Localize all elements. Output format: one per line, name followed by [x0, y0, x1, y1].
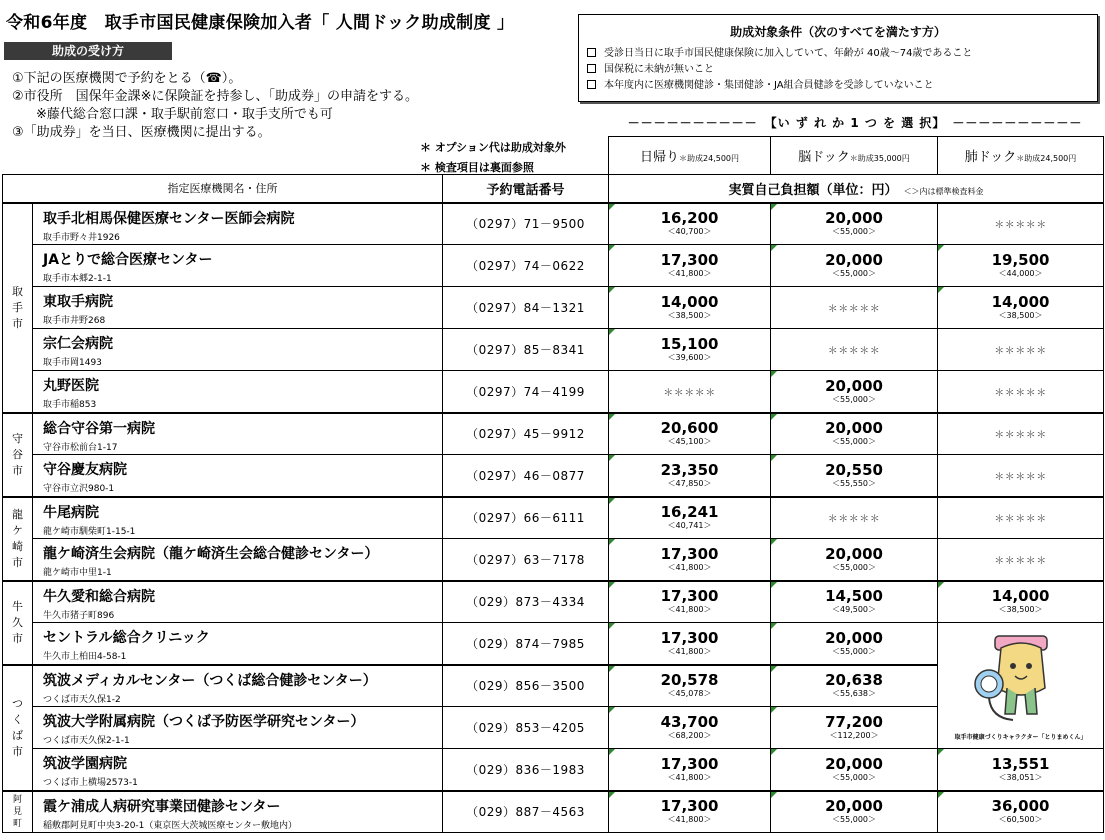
mascot-caption: 取手市健康づくりキャラクター「とりまめくん」 [954, 734, 1087, 741]
city-label-ryugasaki: 龍 ケ 崎 市 [3, 497, 33, 581]
phone-number: （029）853－4205 [443, 707, 609, 749]
price-brain: 20,000 ＜55,000＞ [771, 203, 938, 245]
hospital-name: 筑波学園病院 [43, 756, 127, 772]
hospital-address: つくば市天久保2-1-1 [43, 736, 130, 746]
step-3: ③「助成券」を当日、医療機関に提出する。 [12, 125, 271, 140]
price-lung: ＊＊＊＊＊ [938, 371, 1104, 413]
hospital-address: 牛久市猪子町896 [43, 610, 115, 621]
price-lung: 14,000 ＜38,500＞ [938, 581, 1104, 623]
price-day: 17,300 ＜41,800＞ [609, 623, 771, 665]
table-row [3, 413, 1104, 455]
hospital-name: 取手北相馬保健医療センター医師会病院 [43, 210, 295, 227]
hospital-address: 取手市井野268 [43, 316, 106, 326]
phone-number: （0297）66－6111 [443, 497, 609, 539]
hospital-address: 龍ケ崎市馴柴町1-15-1 [43, 526, 136, 537]
price-lung: ＊＊＊＊＊ [938, 329, 1104, 371]
price-day: 17,300 ＜41,800＞ [609, 539, 771, 581]
table-row [3, 497, 1104, 539]
price-brain: ＊＊＊＊＊ [771, 287, 938, 329]
price-day: 17,300 ＜41,800＞ [609, 245, 771, 287]
phone-number: （029）874－7985 [443, 623, 609, 665]
mascot-cell [938, 623, 1104, 749]
price-brain: 20,000 ＜55,000＞ [771, 413, 938, 455]
price-day: 16,241 ＜40,741＞ [609, 497, 771, 539]
price-brain: 20,000 ＜55,000＞ [771, 623, 938, 665]
step-1: ①下記の医療機関で予約をとる（☎）。 [12, 71, 242, 86]
price-day: ＊＊＊＊＊ [609, 371, 771, 413]
how-to-banner: 助成の受け方 [4, 42, 172, 60]
price-lung: 13,551 ＜38,051＞ [938, 749, 1104, 791]
price-day: 43,700 ＜68,200＞ [609, 707, 771, 749]
table-row [3, 455, 1104, 497]
course-header-row [3, 137, 1104, 175]
hospital-address: 牛久市上柏田4-58-1 [43, 652, 127, 662]
table-row [3, 203, 1104, 245]
phone-number: （0297）74－4199 [443, 371, 609, 413]
phone-number: （0297）45－9912 [443, 413, 609, 455]
price-lung: ＊＊＊＊＊ [938, 539, 1104, 581]
course-lung: 肺ドック＊助成24,500円 [938, 137, 1104, 175]
hospital-name: JAとりで総合医療センター [43, 252, 213, 268]
select-one-banner: －－－－－－－－－－ 【い ず れ か 1 つ を 選 択】 －－－－－－－－－－ [627, 116, 1083, 130]
city-label-moriya: 守 谷 市 [3, 413, 33, 497]
conditions-title: 助成対象条件（次のすべてを満たす方） [730, 25, 946, 39]
hospital-name: 筑波大学附属病院（つくば予防医学研究センター） [43, 714, 365, 730]
condition-item: 国保税に未納が無いこと [579, 62, 1097, 78]
phone-number: （0297）84－1321 [443, 287, 609, 329]
hospital-name: 守谷慶友病院 [43, 462, 127, 478]
step-2: ②市役所 国保年金課※に保険証を持参し、「助成券」の申請をする。 [12, 89, 419, 104]
phone-number: （0297）71－9500 [443, 203, 609, 245]
hospital-name: 筑波メディカルセンター（つくば総合健診センター） [43, 672, 377, 689]
hospital-address: 龍ケ崎市中里1-1 [43, 568, 112, 578]
hospital-address: 守谷市松前台1-17 [43, 442, 118, 453]
checkbox-icon [587, 80, 596, 89]
price-lung: 19,500 ＜44,000＞ [938, 245, 1104, 287]
price-brain: 77,200 ＜112,200＞ [771, 707, 938, 749]
institution-header: 指定医療機関名・住所 [3, 175, 443, 203]
price-day: 20,600 ＜45,100＞ [609, 413, 771, 455]
condition-item: 本年度内に医療機関健診・集団健診・JA組合員健診を受診していないこと [579, 78, 1097, 94]
hospital-name: 牛久愛和総合病院 [43, 588, 155, 605]
hospital-table [2, 136, 1104, 833]
phone-number: （0297）85－8341 [443, 329, 609, 371]
page-title: 令和6年度 取手市国民健康保険加入者「 人間ドック助成制度 」 [6, 13, 515, 33]
price-brain: 20,000 ＜55,000＞ [771, 791, 938, 833]
conditions-box [578, 14, 1098, 102]
price-lung: ＊＊＊＊＊ [938, 497, 1104, 539]
table-row [3, 329, 1104, 371]
hospital-name: セントラル総合クリニック [43, 630, 210, 646]
price-brain: 20,000 ＜55,000＞ [771, 749, 938, 791]
price-lung: 36,000 ＜60,500＞ [938, 791, 1104, 833]
price-brain: 20,638 ＜55,638＞ [771, 665, 938, 707]
how-to-steps [12, 70, 418, 142]
hospital-address: 守谷市立沢980-1 [43, 484, 115, 494]
phone-number: （0297）46－0877 [443, 455, 609, 497]
price-day: 16,200 ＜40,700＞ [609, 203, 771, 245]
hospital-address: 取手市本郷2-1-1 [43, 274, 112, 284]
city-label-tsukuba: つ く ば 市 [3, 665, 33, 791]
phone-number: （029）873－4334 [443, 581, 609, 623]
price-brain: 20,000 ＜55,000＞ [771, 245, 938, 287]
table-row [3, 539, 1104, 581]
checkbox-icon [587, 48, 596, 57]
phone-number: （0297）63－7178 [443, 539, 609, 581]
price-day: 20,578 ＜45,078＞ [609, 665, 771, 707]
city-label-ami: 阿 見 町 [3, 791, 33, 833]
price-brain: ＊＊＊＊＊ [771, 329, 938, 371]
price-brain: 20,000 ＜55,000＞ [771, 371, 938, 413]
price-day: 14,000 ＜38,500＞ [609, 287, 771, 329]
hospital-name: 東取手病院 [43, 294, 113, 310]
hospital-address: つくば市天久保1-2 [43, 694, 121, 705]
condition-item: 受診日当日に取手市国民健康保険に加入していて、年齢が 40歳～74歳であること [579, 46, 1097, 62]
price-day: 17,300 ＜41,800＞ [609, 791, 771, 833]
step-2-note: ※藤代総合窓口課・取手駅前窓口・取手支所でも可 [36, 107, 333, 122]
hospital-name: 霞ケ浦成人病研究事業団健診センター [43, 798, 281, 815]
table-row [3, 287, 1104, 329]
table-row [3, 581, 1104, 623]
price-day: 17,300 ＜41,800＞ [609, 749, 771, 791]
hospital-address: 稲敷郡阿見町中央3-20-1（東京医大茨城医療センター敷地内） [43, 820, 298, 831]
phone-header: 予約電話番号 [443, 175, 609, 203]
city-label-toride: 取 手 市 [3, 203, 33, 413]
phone-number: （029）836－1983 [443, 749, 609, 791]
phone-number: （029）856－3500 [443, 665, 609, 707]
hospital-name: 丸野医院 [43, 378, 99, 394]
price-brain: ＊＊＊＊＊ [771, 497, 938, 539]
price-lung: ＊＊＊＊＊ [938, 455, 1104, 497]
table-row [3, 791, 1104, 833]
price-brain: 14,500 ＜49,500＞ [771, 581, 938, 623]
price-lung: 14,000 ＜38,500＞ [938, 287, 1104, 329]
phone-number: （0297）74－0622 [443, 245, 609, 287]
price-brain: 20,550 ＜55,550＞ [771, 455, 938, 497]
checkbox-icon [587, 64, 596, 73]
column-header-row [3, 175, 1104, 203]
hospital-name: 宗仁会病院 [43, 336, 113, 352]
cost-header: 実質自己負担額（単位：円） ＜＞内は標準検査料金 [609, 175, 1104, 203]
hospital-address: 取手市野々井1926 [43, 232, 120, 243]
hospital-name: 牛尾病院 [43, 504, 99, 521]
course-day: 日帰り＊助成24,500円 [609, 137, 771, 175]
price-day: 17,300 ＜41,800＞ [609, 581, 771, 623]
table-row [3, 749, 1104, 791]
hospital-name: 龍ケ崎済生会病院（龍ケ崎済生会総合健診センター） [43, 546, 379, 562]
hospital-address: 取手市稲853 [43, 400, 97, 410]
table-row [3, 371, 1104, 413]
table-row [3, 623, 1104, 665]
mascot-character-icon [961, 630, 1081, 726]
price-day: 23,350 ＜47,850＞ [609, 455, 771, 497]
course-brain: 脳ドック＊助成35,000円 [771, 137, 938, 175]
table-row [3, 245, 1104, 287]
hospital-address: 取手市岡1493 [43, 358, 102, 368]
price-day: 15,100 ＜39,600＞ [609, 329, 771, 371]
price-brain: 20,000 ＜55,000＞ [771, 539, 938, 581]
city-label-ushiku: 牛 久 市 [3, 581, 33, 665]
hospital-address: つくば市上横場2573-1 [43, 778, 138, 788]
price-lung: ＊＊＊＊＊ [938, 413, 1104, 455]
note-option: ＊ オプション代は助成対象外 [420, 141, 566, 154]
note-items: ＊ 検査項目は裏面参照 [420, 161, 534, 174]
price-lung: ＊＊＊＊＊ [938, 203, 1104, 245]
hospital-name: 総合守谷第一病院 [43, 420, 155, 437]
phone-number: （029）887－4563 [443, 791, 609, 833]
